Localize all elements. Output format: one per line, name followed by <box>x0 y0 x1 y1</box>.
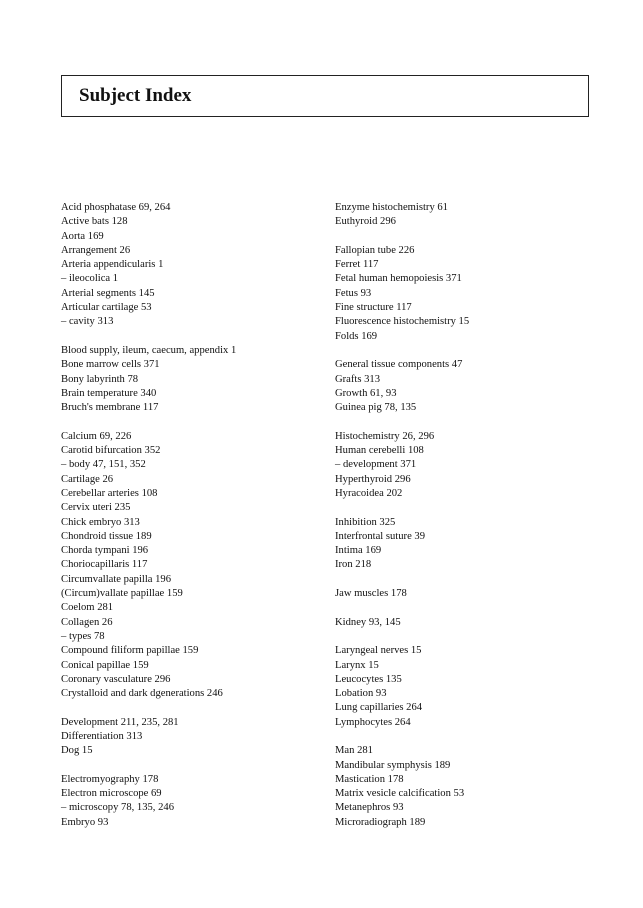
index-entry: Laryngeal nerves 15 <box>335 645 422 657</box>
index-entry: Coronary vasculature 296 <box>61 673 171 685</box>
index-entry: Mastication 178 <box>335 773 404 785</box>
index-entry: Circumvallate papilla 196 <box>61 573 172 585</box>
index-entry: Interfrontal suture 39 <box>335 530 426 542</box>
index-entry: Active bats 128 <box>61 216 128 228</box>
index-entry: – cavity 313 <box>61 316 114 328</box>
index-entry: Cartilage 26 <box>61 473 114 485</box>
index-entry: Fetal human hemopoiesis 371 <box>335 273 462 285</box>
index-entry: Kidney 93, 145 <box>335 616 401 628</box>
index-entry: Leucocytes 135 <box>335 673 402 685</box>
index-entry: Guinea pig 78, 135 <box>335 402 417 414</box>
letter-group-gap <box>335 501 469 515</box>
index-entry: – ileocolica 1 <box>61 273 119 285</box>
index-entry: Hyperthyroid 296 <box>335 473 411 485</box>
index-entry: Mandibular symphysis 189 <box>335 759 451 771</box>
index-entry: Chondroid tissue 189 <box>61 530 152 542</box>
index-entry: Grafts 313 <box>335 373 381 385</box>
index-entry: Conical papillae 159 <box>61 659 149 671</box>
index-entry: Man 281 <box>335 745 373 757</box>
index-entry: Bruch's membrane 117 <box>61 402 159 414</box>
index-entry: Lobation 93 <box>335 688 387 700</box>
page-title: Subject Index <box>79 85 192 106</box>
index-entry: Embryo 93 <box>61 816 109 828</box>
index-entry: – development 371 <box>335 459 417 471</box>
index-entry: Chorda tympani 196 <box>61 545 149 557</box>
index-entry: Crystalloid and dark dgenerations 246 <box>61 688 223 700</box>
index-entry: General tissue components 47 <box>335 359 463 371</box>
index-entry: Euthyroid 296 <box>335 216 396 228</box>
index-entry: Brain temperature 340 <box>61 387 157 399</box>
index-entry: Cervix uteri 235 <box>61 502 131 514</box>
index-entry: Hyracoidea 202 <box>335 487 403 499</box>
index-entry: Intima 169 <box>335 545 382 557</box>
index-entry: Coelom 281 <box>61 602 114 614</box>
letter-group-gap <box>335 630 469 644</box>
index-entry: Collagen 26 <box>61 616 113 628</box>
index-entry: Folds 169 <box>335 330 378 342</box>
index-entry: – types 78 <box>61 630 105 642</box>
index-entry: Inhibition 325 <box>335 516 396 528</box>
letter-group-gap <box>335 573 469 587</box>
index-entry: Histochemistry 26, 296 <box>335 430 435 442</box>
index-entry: Aorta 169 <box>61 230 104 242</box>
letter-group-gap <box>61 701 236 715</box>
index-entry: Fluorescence histochemistry 15 <box>335 316 470 328</box>
index-entry: Microradiograph 189 <box>335 816 426 828</box>
index-entry: Arrangement 26 <box>61 244 131 256</box>
index-entry: Jaw muscles 178 <box>335 588 407 600</box>
index-entry: – microscopy 78, 135, 246 <box>61 802 174 814</box>
title-box <box>61 75 589 117</box>
index-entry: Metanephros 93 <box>335 802 404 814</box>
index-entry: Calcium 69, 226 <box>61 430 132 442</box>
index-entry: Differentiation 313 <box>61 730 143 742</box>
index-entry: Iron 218 <box>335 559 372 571</box>
index-entry: (Circum)vallate papillae 159 <box>61 588 183 600</box>
index-entry: Bone marrow cells 371 <box>61 359 160 371</box>
index-entry: Electromyography 178 <box>61 773 159 785</box>
index-column-right <box>335 201 469 830</box>
index-entry: Acid phosphatase 69, 264 <box>61 202 171 213</box>
index-entry: Blood supply, ileum, caecum, appendix 1 <box>61 344 237 356</box>
letter-group-gap <box>335 344 469 358</box>
letter-group-gap <box>61 330 236 344</box>
index-entry: Compound filiform papillae 159 <box>61 645 199 657</box>
letter-group-gap <box>335 601 469 615</box>
index-entry: Lung capillaries 264 <box>335 702 423 714</box>
index-entry: – body 47, 151, 352 <box>61 459 146 471</box>
index-entry: Articular cartilage 53 <box>61 302 152 314</box>
index-entry: Electron microscope 69 <box>61 788 162 800</box>
index-entry: Cerebellar arteries 108 <box>61 487 158 499</box>
letter-group-gap <box>335 730 469 744</box>
index-entry: Arteria appendicularis 1 <box>61 259 164 271</box>
index-entry: Fetus 93 <box>335 287 372 299</box>
index-entry: Larynx 15 <box>335 659 379 671</box>
letter-group-gap <box>61 415 236 429</box>
letter-group-gap <box>335 230 469 244</box>
index-entry: Chick embryo 313 <box>61 516 140 528</box>
index-entry: Fallopian tube 226 <box>335 244 415 256</box>
index-entry: Carotid bifurcation 352 <box>61 445 161 457</box>
index-entry: Dog 15 <box>61 745 93 757</box>
index-entry: Development 211, 235, 281 <box>61 716 179 728</box>
index-entry: Fine structure 117 <box>335 302 412 314</box>
index-entry: Matrix vesicle calcification 53 <box>335 788 465 800</box>
index-entry: Human cerebelli 108 <box>335 445 424 457</box>
letter-group-gap <box>61 759 236 773</box>
index-entry: Enzyme histochemistry 61 <box>335 202 448 213</box>
index-column-left <box>61 201 236 830</box>
index-entry: Arterial segments 145 <box>61 287 155 299</box>
letter-group-gap <box>335 415 469 429</box>
index-entry: Ferret 117 <box>335 259 379 271</box>
index-entry: Bony labyrinth 78 <box>61 373 139 385</box>
index-entry: Growth 61, 93 <box>335 387 397 399</box>
index-entry: Lymphocytes 264 <box>335 716 411 728</box>
index-entry: Choriocapillaris 117 <box>61 559 148 571</box>
